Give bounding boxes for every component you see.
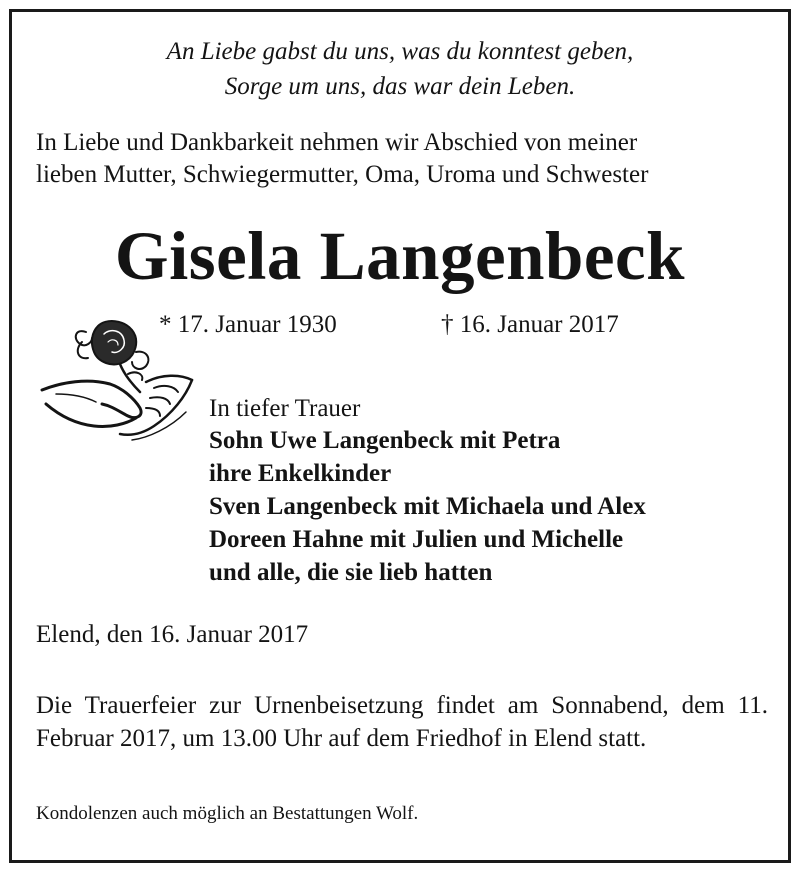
condolence-note: Kondolenzen auch möglich an Bestattungen Wolf. [36, 803, 419, 824]
mourners-intro: In tiefer Trauer [209, 395, 361, 422]
death-date: † 16. Januar 2017 [441, 311, 619, 338]
rose-in-hands-icon [36, 312, 196, 452]
deceased-name: Gisela Langenbeck [114, 218, 686, 294]
mourner-line: Sven Langenbeck mit Michaela und Alex [209, 493, 646, 520]
obituary-notice [9, 9, 791, 863]
place-date: Elend, den 16. Januar 2017 [36, 621, 309, 648]
mourner-line: Sohn Uwe Langenbeck mit Petra [209, 427, 561, 454]
ceremony-text: Die Trauerfeier zur Urnenbeisetzung findet am Sonnabend, dem 11. Februar 2017, um 13.00 Uhr auf dem Friedhof in Elend statt. [36, 692, 768, 752]
intro-line-2: lieben Mutter, Schwiegermutter, Oma, Uroma und Schwester [36, 161, 649, 188]
birth-date: * 17. Januar 1930 [159, 311, 337, 338]
motto-line-2: Sorge um uns, das war dein Leben. [224, 73, 576, 100]
motto-line-1: An Liebe gabst du uns, was du konntest geben, [166, 38, 634, 65]
mourner-line: und alle, die sie lieb hatten [209, 559, 493, 586]
mourner-line: Doreen Hahne mit Julien und Michelle [209, 526, 624, 553]
intro-line-1: In Liebe und Dankbarkeit nehmen wir Abschied von meiner [36, 129, 638, 156]
mourner-line: ihre Enkelkinder [209, 460, 392, 487]
